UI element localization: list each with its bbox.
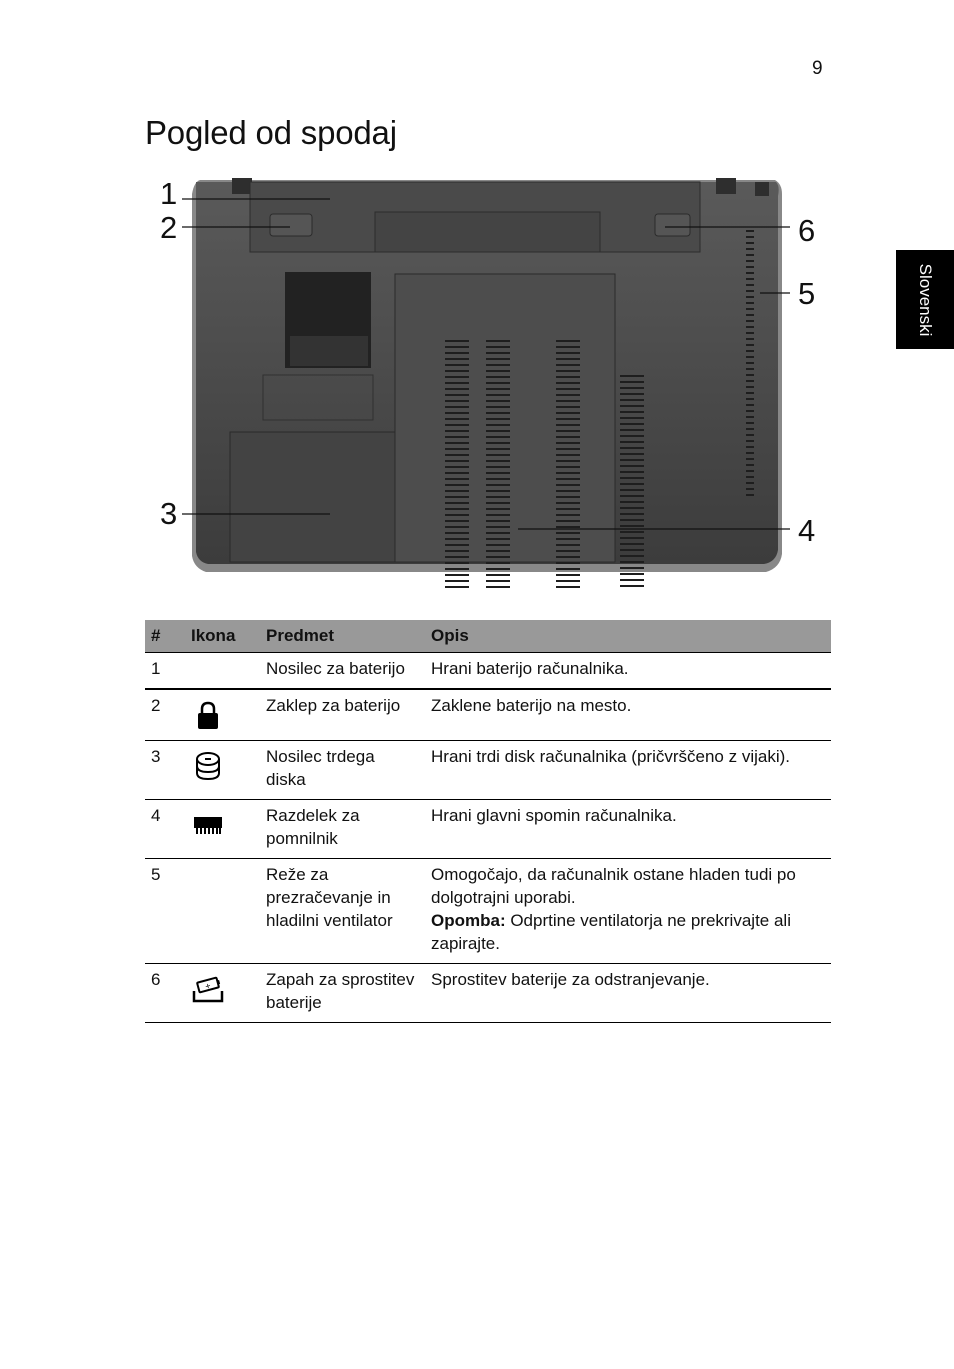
vent-slat — [445, 532, 469, 534]
vent-slat — [620, 453, 644, 455]
vent-slat — [486, 454, 510, 456]
vent-slat — [556, 448, 580, 450]
vent-slat — [486, 418, 510, 420]
table-header-row — [145, 620, 831, 653]
header-icon: Ikona — [185, 620, 260, 653]
vent-slat — [486, 544, 510, 546]
vent-slat — [746, 320, 754, 322]
vent-slat — [445, 568, 469, 570]
vent-slat — [746, 236, 754, 238]
vent-slat — [556, 586, 580, 588]
vent-slat — [746, 452, 754, 454]
vent-slat — [556, 436, 580, 438]
vent-slat — [620, 555, 644, 557]
vent-slat — [556, 340, 580, 342]
row-icon-cell — [185, 964, 260, 1023]
row-number: 3 — [145, 741, 185, 800]
vent-slat — [486, 484, 510, 486]
vent-slat — [445, 490, 469, 492]
vent-slat — [556, 406, 580, 408]
vent-slat — [746, 392, 754, 394]
vent-slat — [620, 525, 644, 527]
row-number: 6 — [145, 964, 185, 1023]
vent-slat — [486, 406, 510, 408]
vent-slat — [746, 230, 754, 232]
vent-slat — [746, 488, 754, 490]
vent-slat — [556, 496, 580, 498]
vent-slat — [486, 520, 510, 522]
vent-slat — [486, 376, 510, 378]
callout-1: 1 — [160, 176, 178, 211]
vent-slat — [486, 502, 510, 504]
battery-release-icon — [191, 972, 225, 1006]
row-icon-cell — [185, 859, 260, 964]
vent-slat — [746, 410, 754, 412]
vent-slat — [556, 478, 580, 480]
vent-slat — [556, 376, 580, 378]
vent-slat — [445, 562, 469, 564]
vent-slat — [620, 405, 644, 407]
vent-slat — [486, 352, 510, 354]
vent-slat — [746, 464, 754, 466]
vent-slat — [445, 460, 469, 462]
table-row — [145, 964, 831, 1023]
vent-slat — [556, 520, 580, 522]
vent-slat — [746, 434, 754, 436]
table-row — [145, 741, 831, 800]
vent-slat — [486, 562, 510, 564]
vent-slat — [556, 502, 580, 504]
vent-slat — [620, 585, 644, 587]
vent-slat — [746, 458, 754, 460]
vent-slat — [620, 549, 644, 551]
vent-slat — [620, 399, 644, 401]
vent-slat — [556, 370, 580, 372]
vent-slat — [746, 314, 754, 316]
vent-slat — [556, 454, 580, 456]
vent-slat — [486, 586, 510, 588]
vent-slat — [445, 478, 469, 480]
vent-slat — [445, 580, 469, 582]
vent-slat — [746, 380, 754, 382]
vent-slat — [620, 501, 644, 503]
vent-slat — [486, 370, 510, 372]
row-item: Nosilec trdega diska — [260, 741, 425, 800]
vent-slat — [620, 489, 644, 491]
row-number: 2 — [145, 689, 185, 741]
vent-slat — [556, 430, 580, 432]
vent-slat — [620, 561, 644, 563]
vent-slat — [746, 398, 754, 400]
vent-slat — [486, 472, 510, 474]
vent-slat — [620, 447, 644, 449]
vent-slat — [746, 386, 754, 388]
vent-slat — [556, 574, 580, 576]
row-description: Hrani glavni spomin računalnika. — [425, 800, 831, 859]
vent-slat — [445, 376, 469, 378]
header-item: Predmet — [260, 620, 425, 653]
vent-slat — [556, 388, 580, 390]
vent-slat — [620, 573, 644, 575]
vent-slat — [556, 364, 580, 366]
vent-slat — [620, 435, 644, 437]
header-number: # — [145, 620, 185, 653]
vent-slat — [556, 508, 580, 510]
vent-slat — [620, 381, 644, 383]
callout-4: 4 — [798, 513, 816, 548]
vent-slat — [746, 422, 754, 424]
vent-slat — [445, 352, 469, 354]
vent-slat — [486, 550, 510, 552]
vent-slat — [620, 519, 644, 521]
vent-slat — [746, 302, 754, 304]
row-number: 1 — [145, 653, 185, 690]
vent-slat — [746, 248, 754, 250]
vent-slat — [445, 388, 469, 390]
vent-slat — [620, 543, 644, 545]
row-icon-cell — [185, 689, 260, 741]
table-row — [145, 653, 831, 690]
vent-slat — [746, 470, 754, 472]
note-text: Odprtine ventilatorja ne prekrivajte ali zapirajte. — [431, 911, 791, 953]
vent-slat — [556, 418, 580, 420]
vent-slat — [556, 412, 580, 414]
vent-slat — [445, 508, 469, 510]
vent-slat — [445, 436, 469, 438]
vent-slat — [445, 550, 469, 552]
vent-slat — [556, 556, 580, 558]
vent-slat — [556, 544, 580, 546]
vent-slat — [620, 537, 644, 539]
vent-slat — [746, 272, 754, 274]
vent-slat — [556, 442, 580, 444]
vent-slat — [746, 260, 754, 262]
vent-slat — [620, 513, 644, 515]
vent-slat — [746, 284, 754, 286]
row-description: Hrani trdi disk računalnika (pričvrščeno z vijaki). — [425, 741, 831, 800]
vent-slat — [445, 442, 469, 444]
language-tab — [896, 250, 954, 349]
vent-slat — [486, 346, 510, 348]
row-number: 5 — [145, 859, 185, 964]
vent-slat — [746, 476, 754, 478]
vent-slat — [486, 466, 510, 468]
vent-slat — [486, 532, 510, 534]
vent-slat — [486, 538, 510, 540]
vent-slat — [556, 424, 580, 426]
vent-slat — [746, 254, 754, 256]
vent-slat — [486, 364, 510, 366]
row-item: Zapah za sprostitev baterije — [260, 964, 425, 1023]
laptop-bottom-view-figure — [150, 170, 830, 590]
vent-slat — [445, 526, 469, 528]
vent-slat — [556, 568, 580, 570]
vent-slat — [620, 567, 644, 569]
row-item: Nosilec za baterijo — [260, 653, 425, 690]
row-description: Hrani baterijo računalnika. — [425, 653, 831, 690]
vent-slat — [445, 514, 469, 516]
vent-slat — [445, 406, 469, 408]
header-description: Opis — [425, 620, 831, 653]
svg-text:+: + — [204, 980, 212, 992]
row-icon-cell — [185, 800, 260, 859]
vent-slat — [556, 352, 580, 354]
vent-slat — [746, 326, 754, 328]
vent-slat — [620, 483, 644, 485]
vent-slat — [620, 471, 644, 473]
vent-slat — [486, 448, 510, 450]
page-number: 9 — [812, 58, 823, 79]
vent-slat — [620, 429, 644, 431]
vent-slat — [620, 423, 644, 425]
note-label: Opomba: — [431, 911, 506, 930]
vent-slat — [486, 568, 510, 570]
language-tab-label: Slovenski — [916, 263, 935, 336]
vent-slat — [746, 446, 754, 448]
row-description: Sprostitev baterije za odstranjevanje. — [425, 964, 831, 1023]
components-table — [145, 620, 831, 1023]
table-row — [145, 800, 831, 859]
vent-slat — [556, 514, 580, 516]
vent-slat — [620, 417, 644, 419]
vent-slat — [746, 362, 754, 364]
row-icon-cell — [185, 741, 260, 800]
vent-slat — [445, 556, 469, 558]
vent-slat — [445, 538, 469, 540]
vent-slat — [486, 424, 510, 426]
vent-slat — [746, 404, 754, 406]
vent-slat — [486, 388, 510, 390]
row-item: Reže za prezračevanje in hladilni ventilator — [260, 859, 425, 964]
vent-slat — [556, 484, 580, 486]
vent-slat — [486, 580, 510, 582]
vent-slat — [486, 514, 510, 516]
vent-slat — [620, 387, 644, 389]
vent-slat — [620, 507, 644, 509]
hard-disk-icon — [191, 749, 225, 783]
vent-slat — [620, 477, 644, 479]
vent-slat — [556, 382, 580, 384]
row-description: Omogočajo, da računalnik ostane hladen tudi po dolgotrajni uporabi. — [431, 865, 796, 907]
vent-slat — [746, 482, 754, 484]
vent-slat — [556, 460, 580, 462]
vent-slat — [746, 428, 754, 430]
vent-slat — [486, 508, 510, 510]
vent-slat — [445, 412, 469, 414]
vent-slat — [445, 346, 469, 348]
vent-slat — [445, 454, 469, 456]
vent-slat — [746, 278, 754, 280]
padlock-icon — [191, 698, 225, 732]
vent-slat — [746, 350, 754, 352]
vent-slat — [445, 484, 469, 486]
vent-slat — [486, 526, 510, 528]
vent-slat — [486, 496, 510, 498]
vent-slat — [445, 370, 469, 372]
vent-slat — [620, 465, 644, 467]
vent-slat — [486, 556, 510, 558]
vent-slat — [620, 393, 644, 395]
vent-slat — [556, 490, 580, 492]
vent-slat — [445, 466, 469, 468]
callout-3: 3 — [160, 496, 178, 531]
vent-slat — [620, 459, 644, 461]
vent-slat — [746, 440, 754, 442]
vent-slat — [746, 308, 754, 310]
vent-slat — [486, 412, 510, 414]
vent-slat — [445, 400, 469, 402]
vent-slat — [556, 532, 580, 534]
vent-slat — [445, 574, 469, 576]
vent-slat — [746, 266, 754, 268]
vent-slat — [445, 472, 469, 474]
row-icon-cell — [185, 653, 260, 690]
callout-6: 6 — [798, 213, 816, 248]
vent-slat — [445, 496, 469, 498]
vent-slat — [486, 574, 510, 576]
vent-slat — [746, 344, 754, 346]
battery — [250, 182, 700, 252]
vent-slat — [620, 495, 644, 497]
vent-slat — [746, 332, 754, 334]
vent-slat — [556, 346, 580, 348]
vent-slat — [620, 375, 644, 377]
row-item: Zaklep za baterijo — [260, 689, 425, 741]
vent-slat — [746, 368, 754, 370]
page-title: Pogled od spodaj — [145, 114, 397, 151]
vent-slat — [445, 382, 469, 384]
vent-slat — [486, 430, 510, 432]
vent-slat — [486, 394, 510, 396]
vent-slat — [445, 418, 469, 420]
callout-5: 5 — [798, 276, 816, 311]
vent-slat — [486, 340, 510, 342]
callout-2: 2 — [160, 210, 178, 245]
vent-slat — [445, 364, 469, 366]
vent-slat — [746, 374, 754, 376]
vent-slat — [445, 502, 469, 504]
vent-slat — [445, 340, 469, 342]
vent-slat — [486, 490, 510, 492]
vent-slat — [746, 494, 754, 496]
vent-slat — [556, 580, 580, 582]
row-item: Razdelek za pomnilnik — [260, 800, 425, 859]
vent-slat — [445, 358, 469, 360]
vent-slat — [556, 538, 580, 540]
vent-slat — [746, 296, 754, 298]
vent-slat — [746, 290, 754, 292]
vent-slat — [556, 400, 580, 402]
vent-slat — [556, 394, 580, 396]
vent-slat — [445, 586, 469, 588]
table-row — [145, 859, 831, 964]
row-number: 4 — [145, 800, 185, 859]
vent-slat — [556, 550, 580, 552]
vent-slat — [556, 472, 580, 474]
vent-slat — [486, 436, 510, 438]
row-description: Zaklene baterijo na mesto. — [425, 689, 831, 741]
vent-slat — [486, 442, 510, 444]
vent-slat — [486, 478, 510, 480]
vent-slat — [486, 382, 510, 384]
row-description-cell — [425, 859, 831, 964]
vent-slat — [556, 526, 580, 528]
vent-slat — [445, 544, 469, 546]
memory-module-icon — [191, 808, 225, 842]
vent-slat — [486, 358, 510, 360]
vent-slat — [746, 338, 754, 340]
vent-slat — [445, 430, 469, 432]
vent-slat — [556, 466, 580, 468]
vent-slat — [620, 441, 644, 443]
vent-slat — [620, 411, 644, 413]
vent-slat — [445, 448, 469, 450]
vent-slat — [445, 520, 469, 522]
vent-slat — [445, 424, 469, 426]
vent-slat — [620, 579, 644, 581]
vent-slat — [486, 400, 510, 402]
vent-slat — [620, 531, 644, 533]
vent-slat — [556, 358, 580, 360]
vent-slat — [746, 242, 754, 244]
vent-slat — [746, 416, 754, 418]
vent-slat — [746, 356, 754, 358]
vent-slat — [556, 562, 580, 564]
vent-slat — [486, 460, 510, 462]
table-row — [145, 689, 831, 741]
vent-slat — [445, 394, 469, 396]
